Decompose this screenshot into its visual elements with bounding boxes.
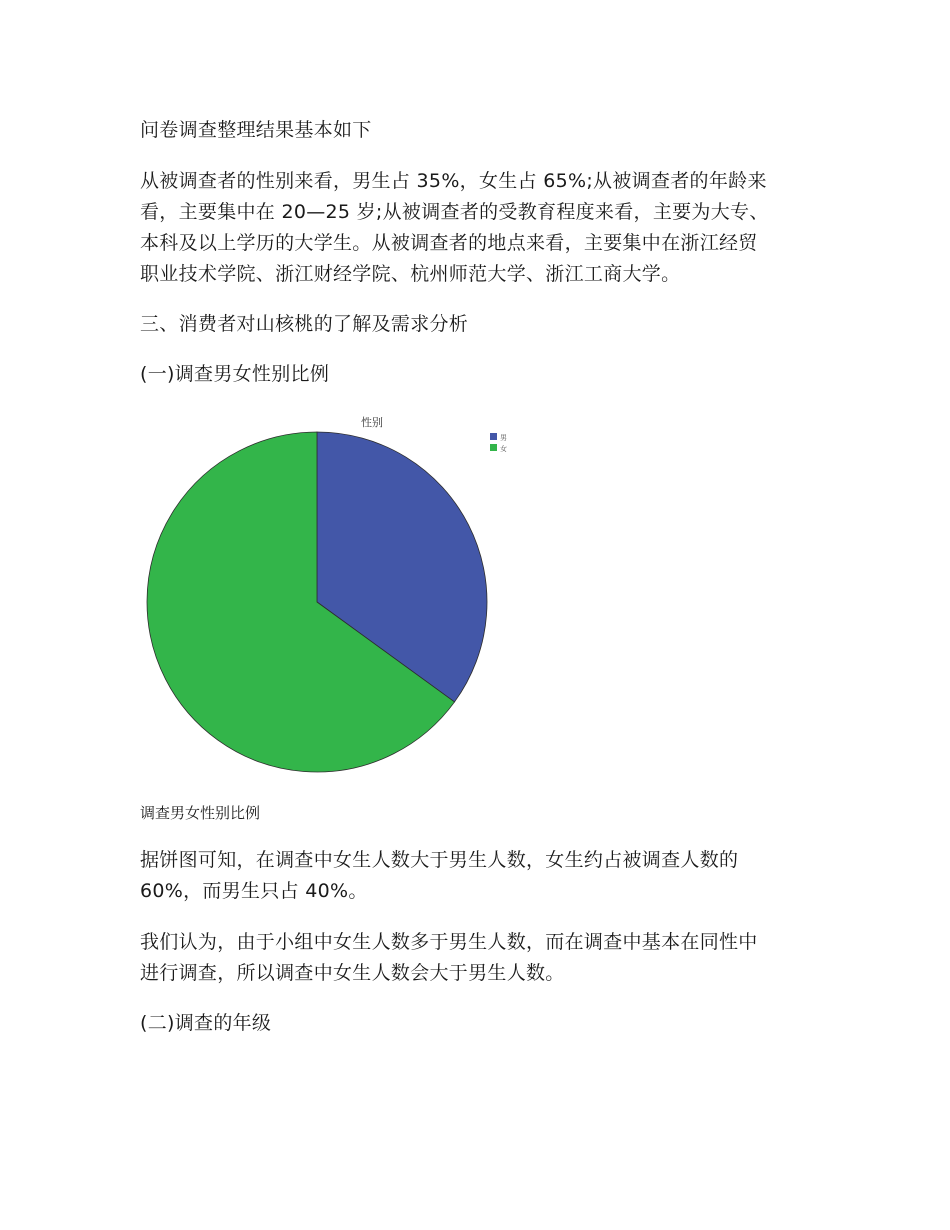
- legend-label: 女: [500, 445, 507, 453]
- legend-swatch: [490, 433, 497, 440]
- intro-paragraph: [140, 115, 820, 146]
- paragraph-line: 60%，而男生只占 40%。: [140, 880, 368, 902]
- paragraph-line: 我们认为，由于小组中女生人数多于男生人数，而在调查中基本在同性中: [140, 931, 758, 953]
- chart-title: 性别: [361, 416, 383, 429]
- pie-chart-svg: [140, 405, 520, 785]
- gender-pie-chart: [140, 405, 520, 785]
- section-heading: [140, 309, 820, 340]
- subsection-heading-gender: [140, 359, 820, 390]
- paragraph-line: 看，主要集中在 20—25 岁;从被调查者的受教育程度来看，主要为大专、: [140, 201, 769, 223]
- subsection-heading-text: (一)调查男女性别比例: [140, 363, 330, 385]
- paragraph-line: 本科及以上学历的大学生。从被调查者的地点来看，主要集中在浙江经贸: [140, 232, 758, 254]
- section-heading-text: 三、消费者对山核桃的了解及需求分析: [140, 313, 469, 335]
- paragraph-line: 从被调查者的性别来看，男生占 35%，女生占 65%;从被调查者的年龄来: [140, 170, 767, 192]
- paragraph-line: 进行调查，所以调查中女生人数会大于男生人数。: [140, 962, 565, 984]
- subsection-heading-text: (二)调查的年级: [140, 1012, 272, 1034]
- respondent-profile-paragraph: [140, 166, 820, 290]
- pie-slices: [147, 432, 487, 772]
- subsection-heading-grade: [140, 1008, 820, 1039]
- paragraph-line: 据饼图可知，在调查中女生人数大于男生人数，女生约占被调查人数的: [140, 849, 739, 871]
- legend-label: 男: [500, 434, 507, 442]
- pie-analysis-paragraph: [140, 845, 820, 907]
- conclusion-paragraph: [140, 927, 820, 989]
- paragraph-line: 职业技术学院、浙江财经学院、杭州师范大学、浙江工商大学。: [140, 263, 681, 285]
- legend-swatch: [490, 444, 497, 451]
- chart-legend: [490, 433, 507, 453]
- figure-caption: 调查男女性别比例: [140, 804, 261, 822]
- intro-line: 问卷调查整理结果基本如下: [140, 119, 372, 141]
